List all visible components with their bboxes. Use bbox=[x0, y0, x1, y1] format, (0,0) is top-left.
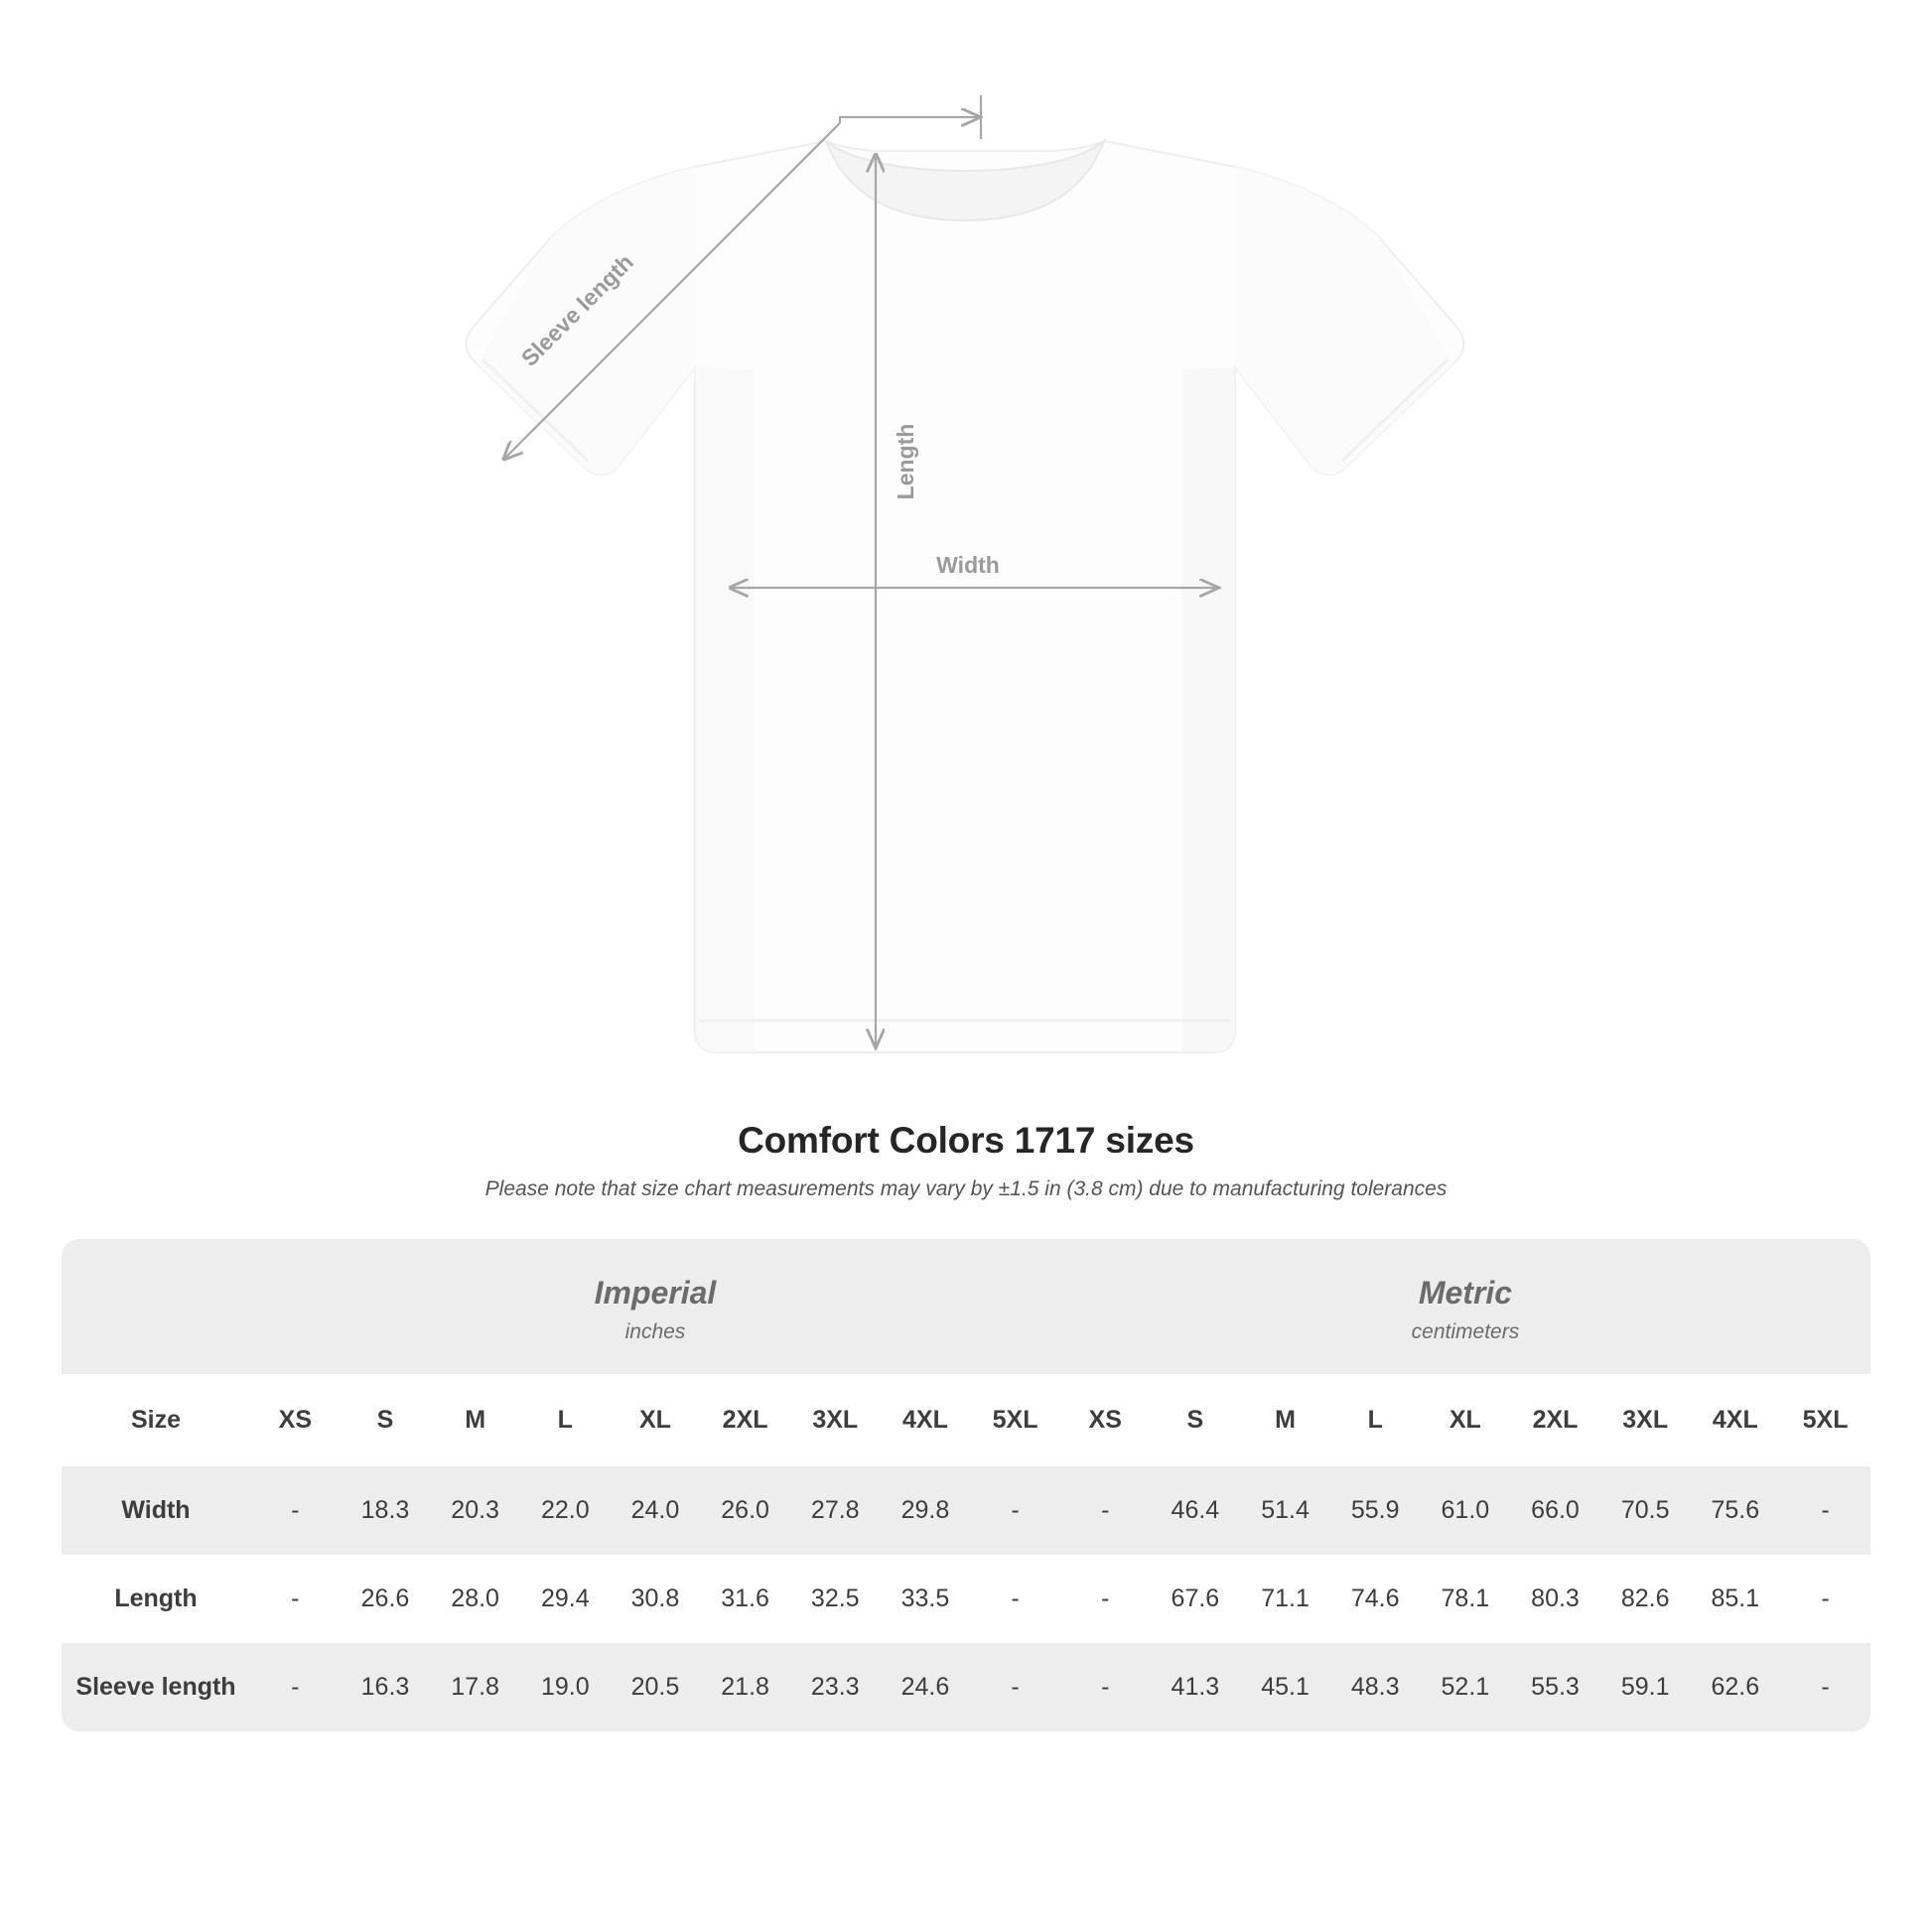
column-header-imperial-5xl: 5XL bbox=[970, 1374, 1060, 1466]
cell-length-metric-l: 74.6 bbox=[1330, 1555, 1421, 1643]
cell-length-imperial-s: 26.6 bbox=[341, 1555, 431, 1643]
cell-sleeve-metric-m: 45.1 bbox=[1240, 1643, 1330, 1731]
table-row bbox=[62, 1466, 1870, 1555]
cell-length-imperial-xl: 30.8 bbox=[611, 1555, 701, 1643]
cell-width-metric-l: 55.9 bbox=[1330, 1466, 1421, 1555]
row-label-sleeve-length: Sleeve length bbox=[62, 1643, 250, 1731]
column-header-metric-m: M bbox=[1240, 1374, 1330, 1466]
cell-length-imperial-m: 28.0 bbox=[430, 1555, 520, 1643]
unit-sub-imperial: inches bbox=[624, 1320, 686, 1343]
unit-header-row bbox=[62, 1239, 1870, 1374]
row-label-width: Width bbox=[62, 1466, 250, 1555]
cell-sleeve-imperial-3xl: 23.3 bbox=[790, 1643, 881, 1731]
unit-header-imperial bbox=[250, 1239, 1060, 1374]
title-block bbox=[0, 1120, 1932, 1201]
cell-width-imperial-m: 20.3 bbox=[430, 1466, 520, 1555]
unit-header-metric bbox=[1060, 1239, 1870, 1374]
row-label-length: Length bbox=[62, 1555, 250, 1643]
size-header-row bbox=[62, 1374, 1870, 1466]
cell-width-imperial-s: 18.3 bbox=[341, 1466, 431, 1555]
table-row bbox=[62, 1555, 1870, 1643]
cell-width-imperial-xs: - bbox=[250, 1466, 341, 1555]
column-header-imperial-4xl: 4XL bbox=[881, 1374, 971, 1466]
cell-length-metric-xl: 78.1 bbox=[1421, 1555, 1511, 1643]
cell-length-imperial-5xl: - bbox=[970, 1555, 1060, 1643]
column-header-metric-5xl: 5XL bbox=[1780, 1374, 1870, 1466]
unit-title-metric: Metric bbox=[1418, 1275, 1513, 1311]
column-header-imperial-2xl: 2XL bbox=[700, 1374, 790, 1466]
cell-sleeve-metric-4xl: 62.6 bbox=[1691, 1643, 1781, 1731]
cell-width-metric-xs: - bbox=[1060, 1466, 1151, 1555]
column-header-imperial-xl: XL bbox=[611, 1374, 701, 1466]
cell-width-metric-3xl: 70.5 bbox=[1600, 1466, 1691, 1555]
cell-sleeve-imperial-s: 16.3 bbox=[341, 1643, 431, 1731]
column-header-imperial-m: M bbox=[430, 1374, 520, 1466]
cell-sleeve-metric-s: 41.3 bbox=[1151, 1643, 1241, 1731]
cell-width-metric-4xl: 75.6 bbox=[1691, 1466, 1781, 1555]
cell-sleeve-metric-3xl: 59.1 bbox=[1600, 1643, 1691, 1731]
cell-sleeve-imperial-l: 19.0 bbox=[520, 1643, 611, 1731]
cell-sleeve-metric-5xl: - bbox=[1780, 1643, 1870, 1731]
cell-length-metric-3xl: 82.6 bbox=[1600, 1555, 1691, 1643]
size-table-wrapper bbox=[62, 1239, 1870, 1731]
cell-length-imperial-4xl: 33.5 bbox=[881, 1555, 971, 1643]
cell-length-imperial-3xl: 32.5 bbox=[790, 1555, 881, 1643]
cell-width-imperial-4xl: 29.8 bbox=[881, 1466, 971, 1555]
cell-sleeve-imperial-xs: - bbox=[250, 1643, 341, 1731]
cell-width-imperial-l: 22.0 bbox=[520, 1466, 611, 1555]
column-header-metric-s: S bbox=[1151, 1374, 1241, 1466]
column-header-size: Size bbox=[62, 1374, 250, 1466]
tolerance-note: Please note that size chart measurements may vary by ±1.5 in (3.8 cm) due to manufacturing tolerances bbox=[484, 1177, 1448, 1200]
cell-width-metric-2xl: 66.0 bbox=[1510, 1466, 1600, 1555]
column-header-metric-3xl: 3XL bbox=[1600, 1374, 1691, 1466]
cell-sleeve-imperial-2xl: 21.8 bbox=[700, 1643, 790, 1731]
cell-sleeve-metric-2xl: 55.3 bbox=[1510, 1643, 1600, 1731]
cell-length-imperial-xs: - bbox=[250, 1555, 341, 1643]
column-header-imperial-3xl: 3XL bbox=[790, 1374, 881, 1466]
cell-sleeve-imperial-xl: 20.5 bbox=[611, 1643, 701, 1731]
column-header-imperial-xs: XS bbox=[250, 1374, 341, 1466]
cell-length-metric-xs: - bbox=[1060, 1555, 1151, 1643]
cell-length-metric-2xl: 80.3 bbox=[1510, 1555, 1600, 1643]
unit-title-imperial: Imperial bbox=[594, 1275, 717, 1311]
cell-width-imperial-2xl: 26.0 bbox=[700, 1466, 790, 1555]
column-header-metric-xs: XS bbox=[1060, 1374, 1151, 1466]
page-title: Comfort Colors 1717 sizes bbox=[738, 1120, 1194, 1161]
unit-header-spacer bbox=[62, 1239, 250, 1374]
column-header-metric-4xl: 4XL bbox=[1691, 1374, 1781, 1466]
cell-sleeve-metric-xs: - bbox=[1060, 1643, 1151, 1731]
cell-sleeve-imperial-4xl: 24.6 bbox=[881, 1643, 971, 1731]
cell-width-metric-m: 51.4 bbox=[1240, 1466, 1330, 1555]
table-row bbox=[62, 1643, 1870, 1731]
unit-sub-metric: centimeters bbox=[1411, 1320, 1520, 1343]
cell-width-imperial-xl: 24.0 bbox=[611, 1466, 701, 1555]
column-header-imperial-s: S bbox=[341, 1374, 431, 1466]
cell-sleeve-imperial-m: 17.8 bbox=[430, 1643, 520, 1731]
cell-length-metric-5xl: - bbox=[1780, 1555, 1870, 1643]
cell-length-metric-4xl: 85.1 bbox=[1691, 1555, 1781, 1643]
cell-width-metric-s: 46.4 bbox=[1151, 1466, 1241, 1555]
cell-length-imperial-l: 29.4 bbox=[520, 1555, 611, 1643]
column-header-metric-l: L bbox=[1330, 1374, 1421, 1466]
cell-width-metric-xl: 61.0 bbox=[1421, 1466, 1511, 1555]
cell-sleeve-metric-xl: 52.1 bbox=[1421, 1643, 1511, 1731]
column-header-metric-xl: XL bbox=[1421, 1374, 1511, 1466]
cell-sleeve-imperial-5xl: - bbox=[970, 1643, 1060, 1731]
label-width: Width bbox=[936, 552, 1000, 578]
cell-length-imperial-2xl: 31.6 bbox=[700, 1555, 790, 1643]
column-header-metric-2xl: 2XL bbox=[1510, 1374, 1600, 1466]
cell-length-metric-m: 71.1 bbox=[1240, 1555, 1330, 1643]
cell-width-metric-5xl: - bbox=[1780, 1466, 1870, 1555]
cell-width-imperial-5xl: - bbox=[970, 1466, 1060, 1555]
cell-width-imperial-3xl: 27.8 bbox=[790, 1466, 881, 1555]
cell-length-metric-s: 67.6 bbox=[1151, 1555, 1241, 1643]
cell-sleeve-metric-l: 48.3 bbox=[1330, 1643, 1421, 1731]
label-sleeve-length: Sleeve length bbox=[515, 248, 638, 371]
size-table bbox=[62, 1239, 1870, 1731]
label-length: Length bbox=[893, 423, 918, 500]
column-header-imperial-l: L bbox=[520, 1374, 611, 1466]
